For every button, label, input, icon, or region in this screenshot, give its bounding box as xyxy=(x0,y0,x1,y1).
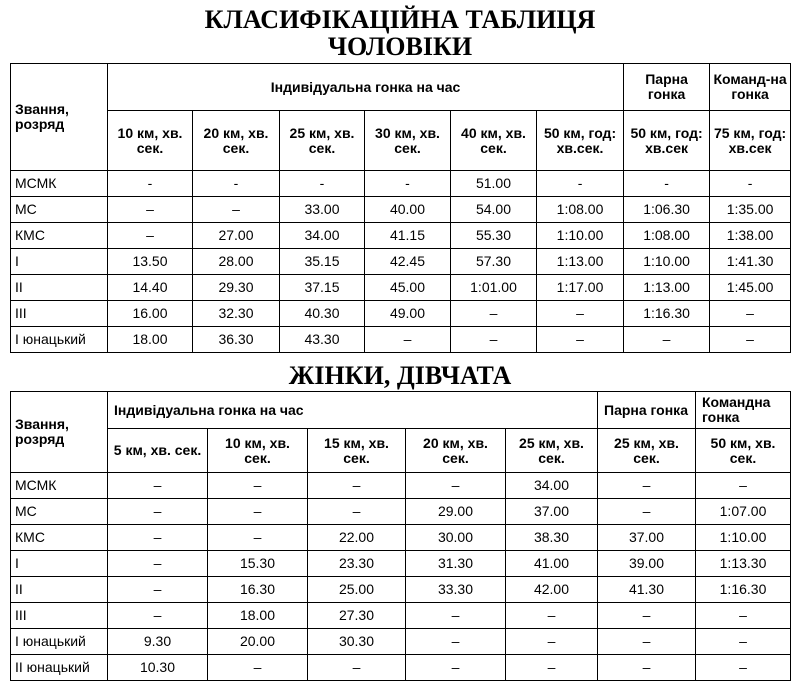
men-column-header: 50 км, год: хв.сек xyxy=(624,111,710,171)
rank-cell: ІІІ xyxy=(11,301,108,327)
rank-cell: ІІ юнацький xyxy=(11,655,108,681)
time-cell: – xyxy=(506,603,598,629)
time-cell: 31.30 xyxy=(406,551,506,577)
time-cell: – xyxy=(108,473,208,499)
time-cell: 1:45.00 xyxy=(710,275,791,301)
time-cell: - xyxy=(193,171,280,197)
time-cell: – xyxy=(365,327,451,353)
time-cell: – xyxy=(108,603,208,629)
time-cell: 41.00 xyxy=(506,551,598,577)
table-row xyxy=(11,603,791,629)
time-cell: 30.00 xyxy=(406,525,506,551)
time-cell: 1:08.00 xyxy=(624,223,710,249)
rank-cell: КМС xyxy=(11,223,108,249)
time-cell: – xyxy=(506,629,598,655)
women-column-header: 25 км, хв. сек. xyxy=(506,429,598,473)
time-cell: 1:01.00 xyxy=(451,275,537,301)
time-cell: – xyxy=(598,655,696,681)
time-cell: 13.50 xyxy=(108,249,193,275)
time-cell: 9.30 xyxy=(108,629,208,655)
time-cell: 37.15 xyxy=(280,275,365,301)
men-column-header: 75 км, год: хв.сек xyxy=(710,111,791,171)
time-cell: 1:35.00 xyxy=(710,197,791,223)
time-cell: – xyxy=(451,301,537,327)
men-individual-header: Індивідуальна гонка на час xyxy=(108,64,624,111)
time-cell: – xyxy=(406,473,506,499)
table-row xyxy=(11,301,791,327)
time-cell: – xyxy=(537,301,624,327)
time-cell: 1:10.00 xyxy=(696,525,791,551)
time-cell: 1:13.00 xyxy=(624,275,710,301)
time-cell: 16.30 xyxy=(208,577,308,603)
time-cell: 38.30 xyxy=(506,525,598,551)
rank-cell: МСМК xyxy=(11,473,108,499)
time-cell: 1:41.30 xyxy=(710,249,791,275)
time-cell: 33.30 xyxy=(406,577,506,603)
time-cell: 43.30 xyxy=(280,327,365,353)
time-cell: – xyxy=(598,473,696,499)
time-cell: 39.00 xyxy=(598,551,696,577)
men-column-header: 10 км, хв. сек. xyxy=(108,111,193,171)
men-section-title: ЧОЛОВІКИ xyxy=(327,32,473,61)
time-cell: – xyxy=(451,327,537,353)
table-row xyxy=(11,249,791,275)
rank-cell: ІІ xyxy=(11,275,108,301)
table-row xyxy=(11,577,791,603)
time-cell: 1:16.30 xyxy=(696,577,791,603)
time-cell: 28.00 xyxy=(193,249,280,275)
time-cell: 18.00 xyxy=(108,327,193,353)
time-cell: 54.00 xyxy=(451,197,537,223)
time-cell: – xyxy=(208,525,308,551)
time-cell: 34.00 xyxy=(280,223,365,249)
time-cell: 51.00 xyxy=(451,171,537,197)
time-cell: - xyxy=(624,171,710,197)
time-cell: – xyxy=(108,577,208,603)
time-cell: – xyxy=(506,655,598,681)
men-column-header: 20 км, хв. сек. xyxy=(193,111,280,171)
rank-cell: МС xyxy=(11,499,108,525)
time-cell: 1:06.30 xyxy=(624,197,710,223)
time-cell: – xyxy=(624,327,710,353)
men-column-header: 40 км, хв. сек. xyxy=(451,111,537,171)
time-cell: 35.15 xyxy=(280,249,365,275)
time-cell: 29.30 xyxy=(193,275,280,301)
table-row xyxy=(11,655,791,681)
time-cell: – xyxy=(696,473,791,499)
time-cell: 32.30 xyxy=(193,301,280,327)
time-cell: 22.00 xyxy=(308,525,406,551)
time-cell: 1:13.00 xyxy=(537,249,624,275)
table-row xyxy=(11,629,791,655)
men-column-header: 25 км, хв. сек. xyxy=(280,111,365,171)
time-cell: – xyxy=(710,301,791,327)
time-cell: 14.40 xyxy=(108,275,193,301)
time-cell: 30.30 xyxy=(308,629,406,655)
men-classification-table xyxy=(10,63,791,353)
table-row xyxy=(11,525,791,551)
women-team-header: Командна гонка xyxy=(696,392,791,429)
time-cell: – xyxy=(208,655,308,681)
time-cell: – xyxy=(710,327,791,353)
women-column-header: 50 км, хв. сек. xyxy=(696,429,791,473)
time-cell: 1:10.00 xyxy=(624,249,710,275)
time-cell: 1:13.30 xyxy=(696,551,791,577)
women-pair-header: Парна гонка xyxy=(598,392,696,429)
time-cell: – xyxy=(537,327,624,353)
time-cell: 29.00 xyxy=(406,499,506,525)
time-cell: – xyxy=(308,655,406,681)
time-cell: 1:10.00 xyxy=(537,223,624,249)
table-row xyxy=(11,223,791,249)
time-cell: 20.00 xyxy=(208,629,308,655)
men-rank-header: Звання, розряд xyxy=(11,64,108,171)
time-cell: – xyxy=(696,655,791,681)
time-cell: 1:38.00 xyxy=(710,223,791,249)
time-cell: – xyxy=(308,499,406,525)
time-cell: 1:07.00 xyxy=(696,499,791,525)
time-cell: - xyxy=(710,171,791,197)
time-cell: 16.00 xyxy=(108,301,193,327)
time-cell: 37.00 xyxy=(506,499,598,525)
time-cell: 36.30 xyxy=(193,327,280,353)
time-cell: – xyxy=(406,655,506,681)
rank-cell: І юнацький xyxy=(11,327,108,353)
time-cell: – xyxy=(108,499,208,525)
women-column-header: 5 км, хв. сек. xyxy=(108,429,208,473)
time-cell: 1:17.00 xyxy=(537,275,624,301)
table-row xyxy=(11,275,791,301)
time-cell: – xyxy=(208,499,308,525)
time-cell: – xyxy=(108,551,208,577)
time-cell: 57.30 xyxy=(451,249,537,275)
time-cell: 23.30 xyxy=(308,551,406,577)
rank-cell: І xyxy=(11,551,108,577)
time-cell: 18.00 xyxy=(208,603,308,629)
time-cell: – xyxy=(406,629,506,655)
time-cell: 41.30 xyxy=(598,577,696,603)
time-cell: 25.00 xyxy=(308,577,406,603)
time-cell: 55.30 xyxy=(451,223,537,249)
rank-cell: ІІІ xyxy=(11,603,108,629)
women-column-header: 25 км, хв. сек. xyxy=(598,429,696,473)
time-cell: 40.30 xyxy=(280,301,365,327)
time-cell: 49.00 xyxy=(365,301,451,327)
time-cell: – xyxy=(108,525,208,551)
women-column-header: 20 км, хв. сек. xyxy=(406,429,506,473)
time-cell: 42.45 xyxy=(365,249,451,275)
time-cell: 41.15 xyxy=(365,223,451,249)
time-cell: – xyxy=(108,223,193,249)
time-cell: 40.00 xyxy=(365,197,451,223)
table-row xyxy=(11,473,791,499)
table-row xyxy=(11,197,791,223)
table-row xyxy=(11,499,791,525)
women-rank-header: Звання, розряд xyxy=(11,392,108,473)
time-cell: – xyxy=(406,603,506,629)
rank-cell: ІІ xyxy=(11,577,108,603)
men-column-header: 30 км, хв. сек. xyxy=(365,111,451,171)
rank-cell: І xyxy=(11,249,108,275)
table-row xyxy=(11,327,791,353)
time-cell: - xyxy=(537,171,624,197)
time-cell: 33.00 xyxy=(280,197,365,223)
rank-cell: І юнацький xyxy=(11,629,108,655)
time-cell: 1:08.00 xyxy=(537,197,624,223)
time-cell: - xyxy=(365,171,451,197)
women-individual-header: Індивідуальна гонка на час xyxy=(108,392,598,429)
time-cell: 45.00 xyxy=(365,275,451,301)
time-cell: 34.00 xyxy=(506,473,598,499)
women-column-header: 10 км, хв. сек. xyxy=(208,429,308,473)
men-column-header: 50 км, год: хв.сек. xyxy=(537,111,624,171)
time-cell: – xyxy=(598,603,696,629)
time-cell: – xyxy=(308,473,406,499)
time-cell: 42.00 xyxy=(506,577,598,603)
time-cell: 15.30 xyxy=(208,551,308,577)
time-cell: 10.30 xyxy=(108,655,208,681)
rank-cell: МСМК xyxy=(11,171,108,197)
men-team-header: Команд-на гонка xyxy=(710,64,791,111)
women-column-header: 15 км, хв. сек. xyxy=(308,429,406,473)
rank-cell: КМС xyxy=(11,525,108,551)
time-cell: – xyxy=(598,629,696,655)
men-pair-header: Парна гонка xyxy=(624,64,710,111)
time-cell: – xyxy=(208,473,308,499)
time-cell: – xyxy=(193,197,280,223)
women-classification-table xyxy=(10,391,791,681)
time-cell: - xyxy=(280,171,365,197)
rank-cell: МС xyxy=(11,197,108,223)
time-cell: 27.00 xyxy=(193,223,280,249)
time-cell: - xyxy=(108,171,193,197)
women-section-title: ЖІНКИ, ДІВЧАТА xyxy=(288,361,512,390)
time-cell: – xyxy=(108,197,193,223)
time-cell: – xyxy=(696,629,791,655)
time-cell: 1:16.30 xyxy=(624,301,710,327)
table-row xyxy=(11,551,791,577)
time-cell: 27.30 xyxy=(308,603,406,629)
table-row xyxy=(11,171,791,197)
time-cell: 37.00 xyxy=(598,525,696,551)
time-cell: – xyxy=(696,603,791,629)
time-cell: – xyxy=(598,499,696,525)
page-title: КЛАСИФІКАЦІЙНА ТАБЛИЦЯ xyxy=(204,5,596,34)
